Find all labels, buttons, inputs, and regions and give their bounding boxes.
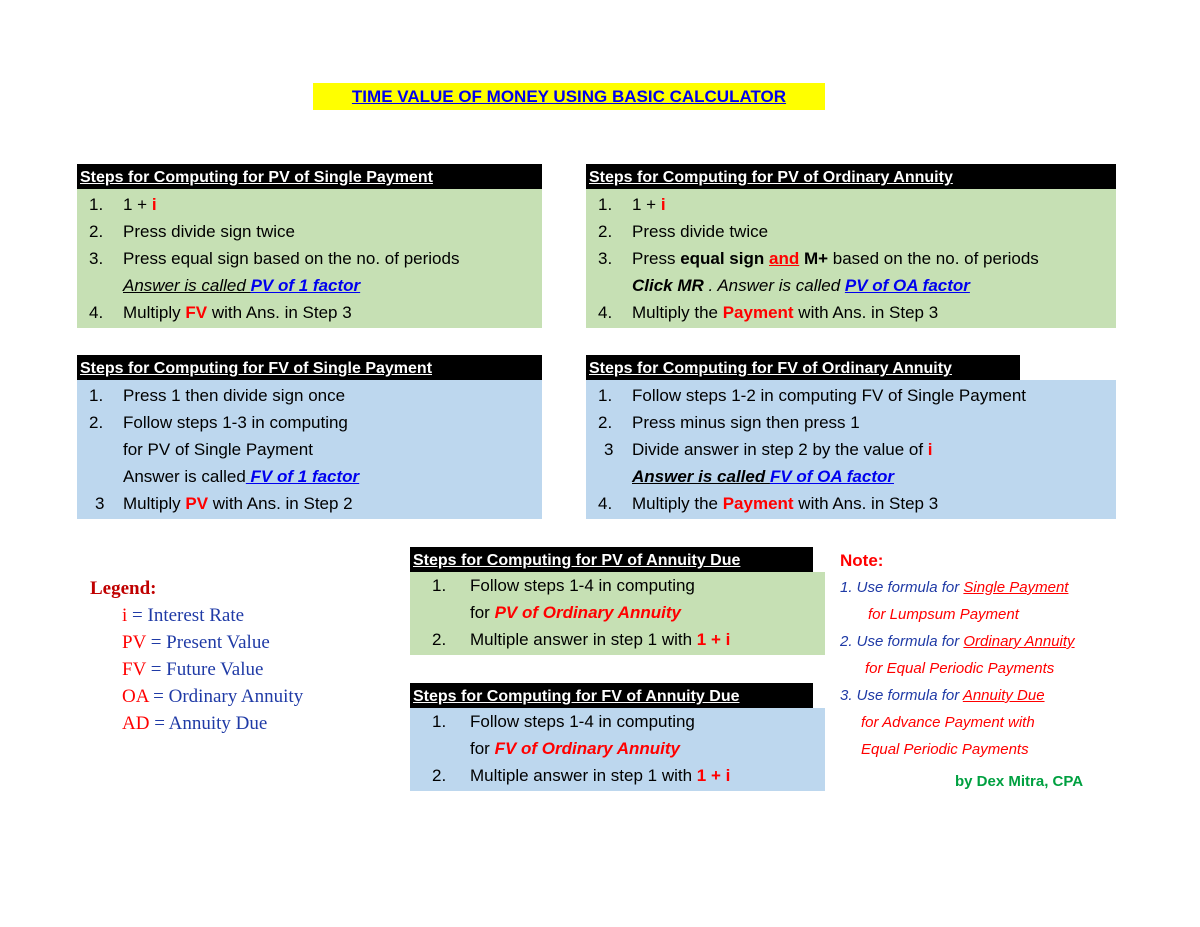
factor-link[interactable]: PV of OA factor [844, 276, 970, 295]
step-number: 1. [598, 195, 613, 214]
step-text: for [470, 603, 495, 622]
step-text: Multiple answer in step 1 with [470, 630, 697, 649]
interest-symbol: i [151, 195, 157, 214]
note-term: Annuity Due [962, 687, 1045, 704]
fv-ordinary-annuity-box [586, 355, 1116, 519]
step-number: 3 [95, 494, 105, 513]
step-row [586, 218, 1116, 245]
legend-key: FV [122, 659, 146, 680]
step-row [77, 272, 542, 299]
legend-key: i [122, 605, 128, 626]
box-header: Steps for Computing for FV of Single Payment [77, 355, 542, 380]
step-number: 2. [89, 222, 104, 241]
legend-item [90, 602, 303, 629]
step-text: Answer is called [123, 467, 246, 486]
step-text: based on the no. of periods [828, 249, 1039, 268]
step-number: 3. [89, 249, 104, 268]
step-row [77, 299, 542, 326]
legend-item [90, 710, 303, 737]
step-number: 2. [89, 413, 104, 432]
highlight-term: Payment [722, 303, 794, 322]
step-number: 1. [89, 195, 104, 214]
step-number: 2. [432, 766, 447, 785]
step-row [586, 272, 1116, 299]
legend-key: OA [122, 686, 149, 707]
legend-value: = Annuity Due [149, 713, 268, 734]
step-text: with Ans. in Step 3 [207, 303, 352, 322]
step-row [410, 626, 825, 653]
highlight-term: 1 + i [696, 766, 731, 785]
step-text: Answer is called [632, 467, 770, 486]
step-text: Multiply [123, 494, 186, 513]
step-number: 1. [89, 386, 104, 405]
box-header: Steps for Computing for FV of Ordinary Annuity [586, 355, 1020, 380]
step-row [586, 490, 1116, 517]
step-row [586, 191, 1116, 218]
steps-list [77, 189, 542, 328]
step-number: 4. [598, 494, 613, 513]
highlight-term: M+ [799, 249, 829, 268]
highlight-term: FV [185, 303, 208, 322]
box-header: Steps for Computing for FV of Annuity Due [410, 683, 813, 708]
legend-value: = Interest Rate [127, 605, 245, 626]
step-number: 1. [432, 576, 447, 595]
step-text: Follow steps 1-2 in computing FV of Single Payment [632, 386, 1027, 405]
legend-value: = Future Value [145, 659, 264, 680]
note-term: Single Payment [963, 579, 1069, 596]
highlight-term: Payment [722, 494, 794, 513]
step-row [77, 409, 542, 436]
note-line [840, 682, 1075, 709]
step-row [586, 409, 1116, 436]
step-number: 1. [432, 712, 447, 731]
step-text: Press divide twice [632, 222, 769, 241]
step-text: for PV of Single Payment [123, 440, 313, 459]
note-text: 1. Use formula for [840, 579, 964, 596]
step-number: 3 [604, 440, 614, 459]
fv-annuity-due-box [410, 683, 825, 791]
box-header: Steps for Computing for PV of Single Payment [77, 164, 542, 189]
step-text: for [470, 739, 495, 758]
note-text: 2. Use formula for [840, 633, 964, 650]
box-header: Steps for Computing for PV of Ordinary Annuity [586, 164, 1116, 189]
step-text: Follow steps 1-4 in computing [470, 576, 695, 595]
step-text: 1 + [123, 195, 152, 214]
step-text: Answer is called [123, 276, 251, 295]
step-row [410, 762, 825, 789]
step-row [586, 245, 1116, 272]
step-text: Press divide sign twice [123, 222, 295, 241]
step-text: . Answer is called [703, 276, 845, 295]
factor-link[interactable]: FV of OA factor [769, 467, 894, 486]
step-number: 3. [598, 249, 613, 268]
note-title: Note: [840, 551, 884, 570]
highlight-term: PV of Ordinary Annuity [494, 603, 681, 622]
page-title: TIME VALUE OF MONEY USING BASIC CALCULATOR [313, 83, 825, 110]
note-line: for Lumpsum Payment [868, 606, 1019, 623]
pv-annuity-due-box [410, 547, 825, 655]
highlight-term: FV of Ordinary Annuity [494, 739, 680, 758]
step-row [77, 245, 542, 272]
step-text: Multiply the [632, 494, 723, 513]
highlight-term: Click MR [632, 276, 704, 295]
interest-symbol: i [927, 440, 933, 459]
highlight-term: PV [185, 494, 209, 513]
fv-single-payment-box [77, 355, 542, 519]
step-row [77, 490, 542, 517]
step-row [77, 382, 542, 409]
author-credit: by Dex Mitra, CPA [955, 773, 1084, 790]
legend-item [90, 683, 303, 710]
step-number: 4. [89, 303, 104, 322]
step-text: Press [632, 249, 681, 268]
step-text: Divide answer in step 2 by the value of [632, 440, 928, 459]
step-number: 4. [598, 303, 613, 322]
step-text: Press minus sign then press 1 [632, 413, 860, 432]
highlight-term: equal sign [680, 249, 765, 268]
step-row [586, 382, 1116, 409]
step-row [77, 218, 542, 245]
steps-list [410, 708, 825, 791]
step-text: Follow steps 1-3 in computing [123, 413, 348, 432]
note-text: 3. Use formula for [840, 687, 963, 704]
interest-symbol: i [660, 195, 666, 214]
steps-list [77, 380, 542, 519]
step-text: Follow steps 1-4 in computing [470, 712, 695, 731]
note-line: for Equal Periodic Payments [865, 660, 1055, 677]
step-text: with Ans. in Step 3 [793, 303, 939, 322]
step-text: with Ans. in Step 3 [793, 494, 939, 513]
legend [90, 575, 303, 737]
legend-key: AD [122, 713, 150, 734]
highlight-term: 1 + i [696, 630, 731, 649]
step-text: Press 1 then divide sign once [123, 386, 346, 405]
step-text: with Ans. in Step 2 [208, 494, 353, 513]
step-row [77, 191, 542, 218]
step-row [410, 735, 825, 762]
pv-ordinary-annuity-box [586, 164, 1116, 328]
step-text: Multiply the [632, 303, 723, 322]
note-term: Ordinary Annuity [963, 633, 1075, 650]
box-header: Steps for Computing for PV of Annuity Due [410, 547, 813, 572]
step-number: 1. [598, 386, 613, 405]
legend-item [90, 656, 303, 683]
highlight-term: and [769, 249, 800, 268]
note-line: Equal Periodic Payments [861, 741, 1029, 758]
step-row [410, 599, 825, 626]
note-line [840, 574, 1075, 601]
steps-list [410, 572, 825, 655]
legend-key: PV [122, 632, 146, 653]
note-line: for Advance Payment with [861, 714, 1035, 731]
step-text: Press equal sign based on the no. of periods [123, 249, 460, 268]
note-line [840, 628, 1075, 655]
legend-title: Legend: [90, 578, 157, 599]
factor-link[interactable]: FV of 1 factor [245, 467, 360, 486]
step-number: 2. [598, 413, 613, 432]
step-row [586, 463, 1116, 490]
step-row [586, 299, 1116, 326]
legend-value: = Ordinary Annuity [148, 686, 304, 707]
factor-link[interactable]: PV of 1 factor [250, 276, 361, 295]
legend-value: = Present Value [145, 632, 270, 653]
legend-item [90, 629, 303, 656]
step-row [410, 572, 825, 599]
step-text: 1 + [632, 195, 661, 214]
step-row [410, 708, 825, 735]
step-row [586, 436, 1116, 463]
step-number: 2. [432, 630, 447, 649]
step-text: Multiply [123, 303, 186, 322]
step-row [77, 463, 542, 490]
step-row [77, 436, 542, 463]
steps-list [586, 189, 1116, 328]
steps-list [586, 380, 1116, 519]
note-section [840, 547, 1075, 763]
pv-single-payment-box [77, 164, 542, 328]
step-text: Multiple answer in step 1 with [470, 766, 697, 785]
step-number: 2. [598, 222, 613, 241]
